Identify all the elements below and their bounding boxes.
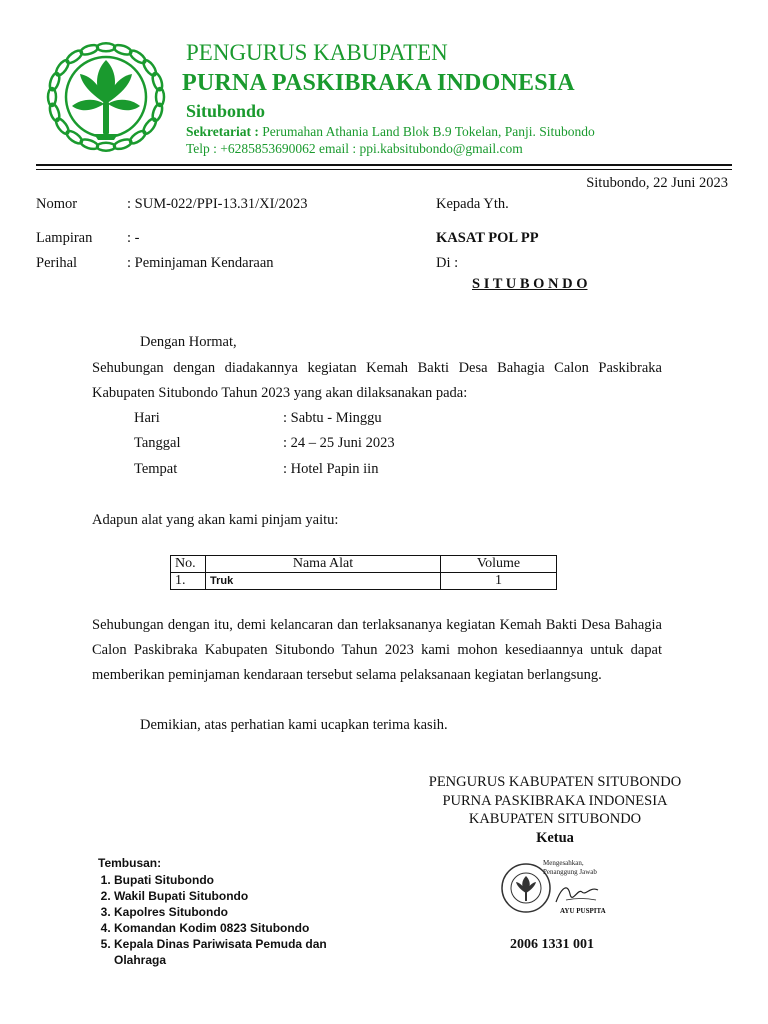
- recipient-name: KASAT POL PP: [436, 230, 539, 246]
- cell-volume: 1: [441, 573, 557, 590]
- header-no: No.: [171, 556, 206, 573]
- contact-info: Telp : +6285853690062 email : ppi.kabsitubondo@gmail.com: [186, 141, 523, 156]
- secretariat-label: Sekretariat :: [186, 124, 259, 139]
- header-volume: Volume: [441, 556, 557, 573]
- items-intro: Adapun alat yang akan kami pinjam yaitu:: [92, 512, 339, 528]
- closing-paragraph: Sehubungan dengan itu, demi kelancaran dan terlaksananya kegiatan Kemah Bakti Desa Bahagia Calon Paskibraka Kabupaten Situbondo Tahun 2023 kami mohon kesediaannya untuk dapat memberikan peminjaman kendaraan tersebut selama pelaksanaan kegiatan berlangsung.: [92, 617, 662, 683]
- list-item: 4. Komandan Kodim 0823 Situbondo: [114, 920, 374, 936]
- cell-nama-alat: Truk: [206, 573, 441, 590]
- recipient-city: S I T U B O N D O: [472, 276, 588, 292]
- di-label: Di :: [436, 255, 459, 271]
- signature-block: [400, 773, 710, 847]
- letter-date: Situbondo, 22 Juni 2023: [586, 175, 728, 191]
- detail-label-tanggal: Tanggal: [134, 435, 181, 451]
- stamp-note: [543, 859, 597, 877]
- perihal-value: : Peminjaman Kendaraan: [127, 255, 274, 271]
- ppi-logo: [36, 34, 176, 160]
- detail-value-tanggal: : 24 – 25 Juni 2023: [283, 435, 395, 451]
- detail-label-tempat: Tempat: [134, 461, 178, 477]
- lampiran-label: Lampiran: [36, 230, 93, 246]
- items-table: [170, 555, 557, 590]
- header-nama-alat: Nama Alat: [206, 556, 441, 573]
- table-header-row: [171, 556, 557, 573]
- handwritten-signature: [552, 880, 602, 908]
- org-city: Situbondo: [186, 101, 266, 121]
- intro-paragraph: Sehubungan dengan diadakannya kegiatan Kemah Bakti Desa Bahagia Calon Paskibraka Kabupaten Situbondo Tahun 2023 yang akan dilaksanakan pada:: [92, 360, 662, 401]
- org-name-line2: PURNA PASKIBRAKA INDONESIA: [182, 70, 575, 96]
- nomor-value: : SUM-022/PPI-13.31/XI/2023: [127, 196, 308, 212]
- stamp-note-line1: Mengesahkan,: [543, 859, 584, 867]
- org-name-line1: PENGURUS KABUPATEN: [186, 40, 448, 65]
- secretariat-value: Perumahan Athania Land Blok B.9 Tokelan, Panji. Situbondo: [262, 124, 595, 139]
- header-rule-thin: [36, 169, 732, 170]
- nomor-label: Nomor: [36, 196, 78, 212]
- perihal-label: Perihal: [36, 255, 78, 271]
- detail-value-hari: : Sabtu - Minggu: [283, 410, 382, 426]
- list-item: 3. Kapolres Situbondo: [114, 904, 374, 920]
- signature-org-1: PENGURUS KABUPATEN SITUBONDO: [428, 774, 682, 790]
- lampiran-value: : -: [127, 230, 140, 246]
- thanks-line: Demikian, atas perhatian kami ucapkan terima kasih.: [140, 717, 448, 733]
- list-item: 5. Kepala Dinas Pariwisata Pemuda dan Olahraga: [114, 936, 374, 968]
- secretariat-address: [186, 124, 595, 140]
- cell-no: 1.: [171, 573, 206, 590]
- stamp-note-line2: Penanggung Jawab: [543, 868, 597, 876]
- signatory-id-number: 2006 1331 001: [510, 937, 594, 952]
- list-item: 1. Bupati Situbondo: [114, 872, 374, 888]
- stamp-name: AYU PUSPITA: [560, 907, 606, 915]
- header-rule-thick: [36, 164, 732, 166]
- list-item: 2. Wakil Bupati Situbondo: [114, 888, 374, 904]
- table-row: [171, 573, 557, 590]
- signature-role: Ketua: [536, 829, 574, 846]
- greeting: Dengan Hormat,: [140, 334, 237, 350]
- detail-value-tempat: : Hotel Papin iin: [283, 461, 379, 477]
- detail-label-hari: Hari: [134, 410, 160, 426]
- kepada-yth: Kepada Yth.: [436, 196, 509, 212]
- tembusan-title: Tembusan:: [98, 856, 162, 870]
- signature-org-2: PURNA PASKIBRAKA INDONESIA: [442, 792, 668, 809]
- signature-org-3: KABUPATEN SITUBONDO: [468, 811, 642, 827]
- tembusan-list: [76, 872, 374, 968]
